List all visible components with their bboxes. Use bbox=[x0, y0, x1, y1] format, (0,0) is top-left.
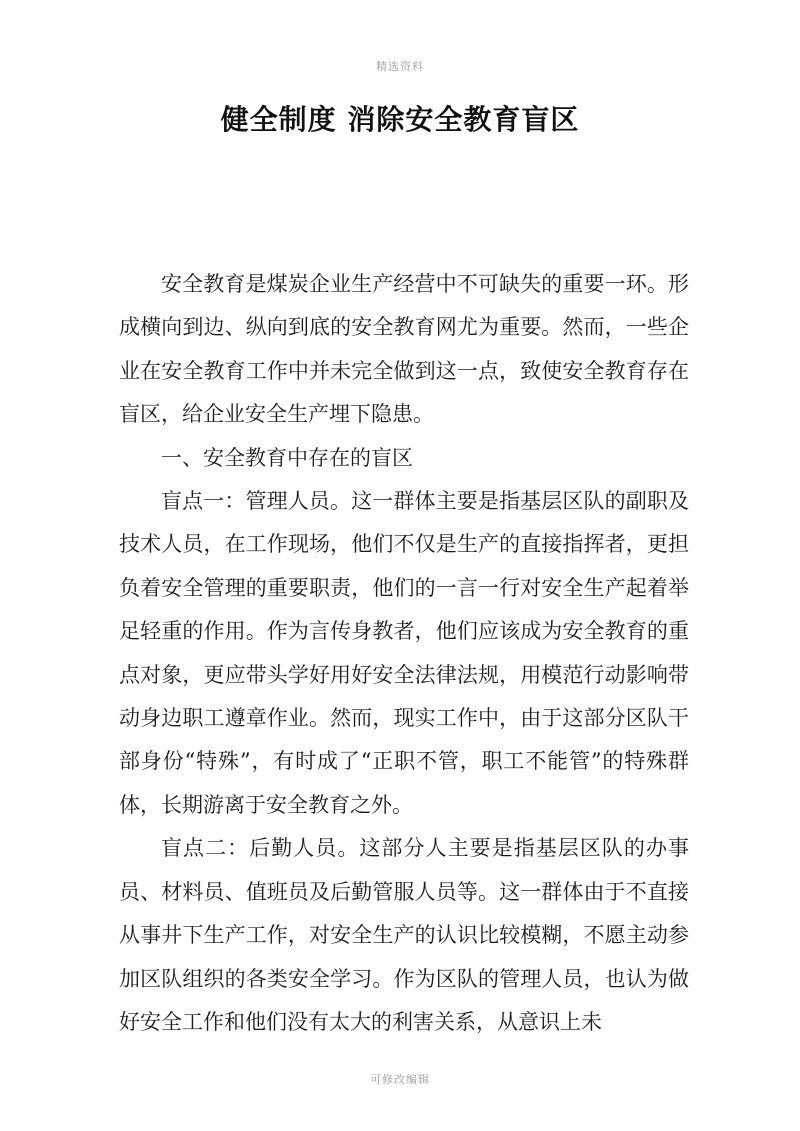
paragraph-blind-spot-two: 盲点二：后勤人员。这部分人主要是指基层区队的办事员、材料员、值班员及后勤管服人员等。这一群体由于不直接从事井下生产工作，对安全生产的认识比较模糊，不愿主动参加区队组织的各类安全学习。作为区队的管理人员，也认为做好安全工作和他们没有太大的利害关系，从意识上未 bbox=[119, 836, 689, 1034]
document-body bbox=[119, 263, 689, 1044]
document-title: 健全制度 消除安全教育盲区 bbox=[220, 103, 580, 136]
page-header-note: 精选资料 bbox=[376, 60, 424, 73]
page-footer-note: 可修改编辑 bbox=[370, 1073, 430, 1086]
paragraph-blind-spot-one: 盲点一：管理人员。这一群体主要是指基层区队的副职及技术人员，在工作现场，他们不仅是生产的直接指挥者，更担负着安全管理的重要职责，他们的一言一行对安全生产起着举足轻重的作用。作为言传身教者，他们应该成为安全教育的重点对象，更应带头学好用好安全法律法规，用模范行动影响带动身边职工遵章作业。然而，现实工作中，由于这部分区队干部身份“特殊”，有时成了“正职不管，职工不能管”的特殊群体，长期游离于安全教育之外。 bbox=[119, 489, 689, 817]
paragraph-intro: 安全教育是煤炭企业生产经营中不可缺失的重要一环。形成横向到边、纵向到底的安全教育网尤为重要。然而，一些企业在安全教育工作中并未完全做到这一点，致使安全教育存在盲区，给企业安全生产埋下隐患。 bbox=[119, 272, 689, 427]
section-heading-blind-spots: 一、安全教育中存在的盲区 bbox=[161, 445, 413, 470]
